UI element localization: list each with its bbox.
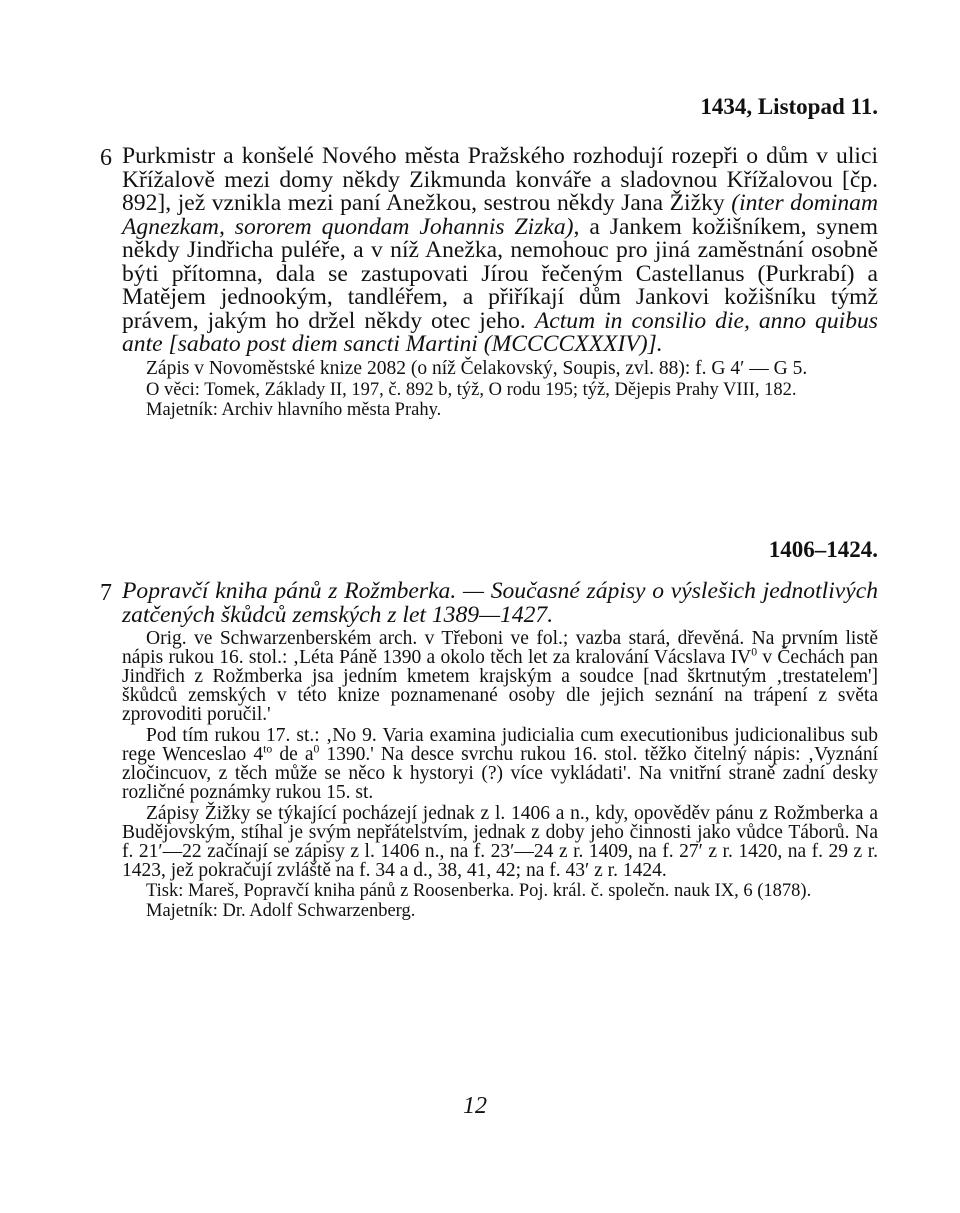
latin-closing: Actum in consilio die, anno quibus ante [sabato post diem sancti Martini (MCCCCXXXIV)]. bbox=[122, 307, 878, 357]
superscript: 0 bbox=[751, 645, 758, 659]
owner-note: Majetník: Dr. Adolf Schwarzenberg. bbox=[146, 901, 416, 921]
page-number: 12 bbox=[463, 1093, 487, 1119]
description-paragraph bbox=[122, 726, 878, 802]
czech-text: Purkmistr a konšelé Nového města Pražského rozhodují rozepři o dům v ulici Křížalově mezi domy někdy Zikmunda konváře a sladovnou Křížalovou [čp. 892], jež vznikla mezi paní Anežkou, sestrou někdy Jana Žižky bbox=[122, 143, 878, 216]
print-note: Tisk: Mareš, Popravčí kniha pánů z Roosenberka. Poj. král. č. společn. nauk IX, 6 (1878). bbox=[146, 881, 812, 901]
superscript: 0 bbox=[313, 742, 320, 756]
entry-number: 6 bbox=[100, 145, 112, 171]
text: de a bbox=[272, 744, 314, 765]
entry-7 bbox=[100, 580, 878, 920]
text: Orig. ve Schwarzenberském arch. v Třeboni ve fol.; vazba stará, dřevěná. Na prvním listě nápis rukou 16. stol.: ‚Léta Páně 1390 a okolo těch let za kralování Vácslava IV bbox=[122, 628, 878, 668]
owner-note: Majetník: Archiv hlavního města Prahy. bbox=[146, 399, 442, 420]
text: 1390.' Na desce svrchu rukou 16. stol. těžko čitelný nápis: ‚Vyznání zločincuov, z těch může se něco k hystoryi (?) více vykládati'. Na vnitřní straně zadní desky rozličné poznámky rukou 15. st. bbox=[122, 744, 879, 803]
entry-number: 7 bbox=[100, 580, 112, 606]
entry-body bbox=[122, 580, 878, 920]
source-note: Zápis v Novoměstské knize 2082 (o níž Čelakovský, Soupis, zvl. 88): f. G 4′ — G 5. bbox=[146, 357, 808, 379]
entry-text bbox=[122, 145, 878, 357]
text: Pod tím rukou 17. st.: ‚No 9. Varia examina judicialia cum executionibus judicionalibus sub rege Wenceslao 4 bbox=[122, 725, 878, 765]
literature-note: O věci: Tomek, Základy II, 197, č. 892 b, týž, O rodu 195; týž, Dějepis Prahy VIII, 182. bbox=[146, 379, 797, 400]
entry-7-date: 1406–1424. bbox=[768, 537, 878, 562]
czech-text: , a Jankem kožišníkem, synem někdy Jindřicha puléře, a v níž Anežka, nemohouc pro jiná zaměstnání osobně býti přítomna, dala se zastupovati Jírou řečeným Castellanus (Purkrabí) a Matějem jednookým, tandléřem, a přiříkají dům Jankovi kožišníku týmž právem, jakým ho držel někdy otec jeho. bbox=[122, 213, 879, 334]
latin-quote: (inter dominam Agnezkam, sororem quondam Johannis Zizka) bbox=[122, 190, 878, 240]
superscript: to bbox=[263, 742, 273, 756]
entry-6 bbox=[100, 145, 878, 419]
entry-title: Popravčí kniha pánů z Rožmberka. — Současné zápisy o výslešich jednotlivých zatčených škůdců zemských z let 1389—1427. bbox=[122, 578, 878, 628]
entry-6-date: 1434, Listopad 11. bbox=[700, 94, 878, 119]
entry-body bbox=[122, 145, 878, 419]
text: v Čechách pan Jindřich z Rožmberka jsa jedním kmetem krajským a soudce [nad škrtnutým ‚trestatelem'] škůdců zemských v této knize poznamenané osoby dle jejich seznání na trápení z světa zprovoditi poručil.' bbox=[122, 647, 878, 725]
description-paragraph bbox=[122, 629, 878, 724]
description-paragraph: Zápisy Žižky se týkající pocházejí jednak z l. 1406 a n., kdy, opověděv pánu z Rožmberka a Budějovským, stíhal je svým nepřátelstvím, jednak z doby jeho činnosti jako vůdce Táborů. Na f. 21′—22 začínají se zápisy z l. 1406 n., na f. 23′—24 z r. 1409, na f. 27′ z r. 1420, na f. 29 z r. 1423, jež pokračují zvláště na f. 34 a d., 38, 41, 42; na f. 43′ z r. 1424. bbox=[122, 803, 878, 881]
